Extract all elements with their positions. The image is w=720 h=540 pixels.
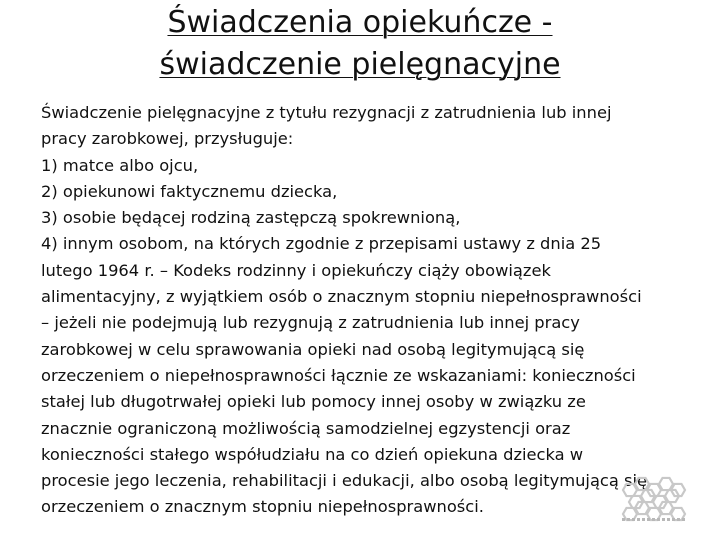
body-line: lutego 1964 r. – Kodeks rodzinny i opiekuńczy ciąży obowiązek — [41, 260, 551, 280]
body-line: zarobkowej w celu sprawowania opieki nad osobą legitymującą się — [41, 339, 585, 359]
slide-title — [0, 2, 720, 86]
slide-title-line-2: świadczenie pielęgnacyjne — [159, 47, 561, 82]
slide-title-line-1: Świadczenia opiekuńcze - — [167, 5, 553, 40]
body-line: alimentacyjny, z wyjątkiem osób o znacznym stopniu niepełnosprawności — [41, 287, 642, 307]
body-line: stałej lub długotrwałej opieki lub pomocy innej osoby w związku ze — [41, 392, 586, 412]
body-line: 1) matce albo ojcu, — [41, 155, 199, 175]
body-line: orzeczeniem o znacznym stopniu niepełnosprawności. — [41, 497, 484, 517]
body-line: – jeżeli nie podejmują lub rezygnują z zatrudnienia lub innej pracy — [41, 313, 580, 333]
body-line: orzeczeniem o niepełnosprawności łącznie ze wskazaniami: konieczności — [41, 365, 636, 385]
body-line: 2) opiekunowi faktycznemu dziecka, — [41, 181, 338, 201]
body-line: pracy zarobkowej, przysługuje: — [41, 129, 294, 149]
body-line: znacznie ograniczoną możliwością samodzielnej egzystencji oraz — [41, 418, 571, 438]
body-line: konieczności stałego współudziału na co dzień opiekuna dziecka w — [41, 444, 584, 464]
body-line: 3) osobie będącej rodziną zastępczą spokrewnioną, — [41, 208, 461, 228]
logo-caption-mark — [622, 518, 686, 521]
body-line: 4) innym osobom, na których zgodnie z przepisami ustawy z dnia 25 — [41, 234, 602, 254]
body-line: Świadczenie pielęgnacyjne z tytułu rezygnacji z zatrudnienia lub innej — [41, 103, 612, 122]
slide-body-text — [41, 100, 703, 521]
body-line: procesie jego leczenia, rehabilitacji i edukacji, albo osobą legitymującą się — [41, 471, 648, 491]
